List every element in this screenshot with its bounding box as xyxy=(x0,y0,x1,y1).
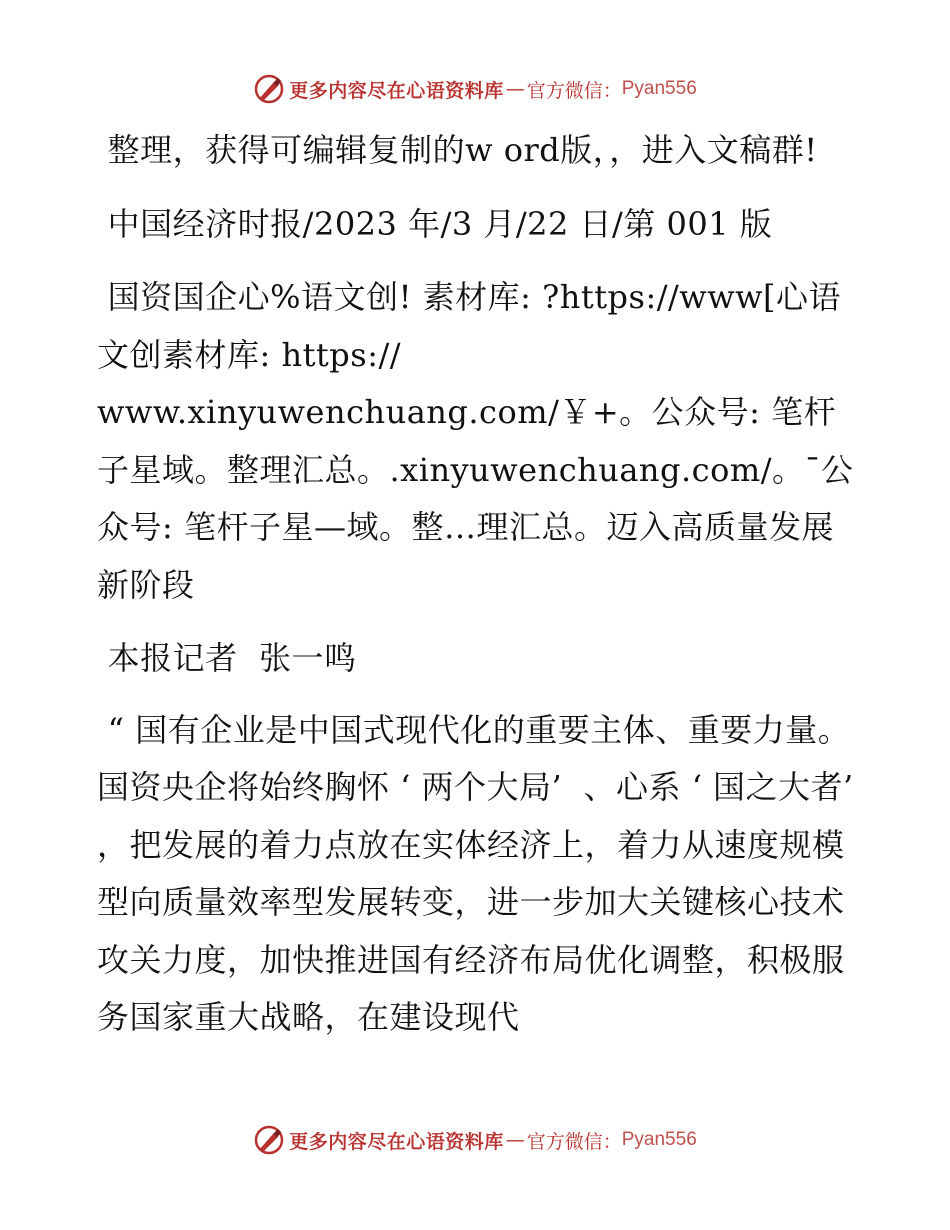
watermark-text: 更多内容尽在心语资料库 xyxy=(289,1130,504,1153)
body-paragraph: “ 国有企业是中国式现代化的重要主体、重要力量。国资央企将始终胸怀 ‘ 两个大局’ 、心系 ‘ 国之大者’ ，把发展的着力点放在实体经济上，着力从速度规模型向质量效率型发展转变，进一步加大关键核心技术攻关力度，加快推进国有经济布局优化调整，积极服务国家重大战略，在建设现代 xyxy=(97,710,876,1036)
footer-watermark xyxy=(0,1120,950,1160)
wechat-label: 官方微信： xyxy=(526,1130,622,1153)
intro-paragraph: 整理，获得可编辑复制的w ord版，，进入文稿群! xyxy=(97,131,818,169)
pen-logo-icon xyxy=(253,73,285,105)
pen-logo-icon xyxy=(253,1124,285,1156)
wechat-label: 官方微信： xyxy=(526,79,622,102)
wechat-id: Pyan556 xyxy=(621,1129,697,1150)
header-watermark xyxy=(0,69,950,109)
article-body xyxy=(97,122,876,1047)
headline-paragraph: 国资国企心%语文创! 素材库: ?https://www[心语文创素材库: https:// www.xinyuwenchuang.com/￥+。公众号: 笔杆子星域。整理汇总。.xinyuwenchuang.com/。¯公众号: 笔杆子星—域。整…理汇总。迈入高质量发展新阶段 xyxy=(97,278,854,604)
source-line: 中国经济时报/2023 年/3 月/22 日/第 001 版 xyxy=(97,204,773,243)
wechat-id: Pyan556 xyxy=(621,78,697,99)
byline: 本报记者 张一鸣 xyxy=(97,639,357,677)
watermark-text: 更多内容尽在心语资料库 xyxy=(289,79,504,102)
watermark-separator: — xyxy=(505,1129,525,1151)
watermark-separator: — xyxy=(505,78,525,100)
